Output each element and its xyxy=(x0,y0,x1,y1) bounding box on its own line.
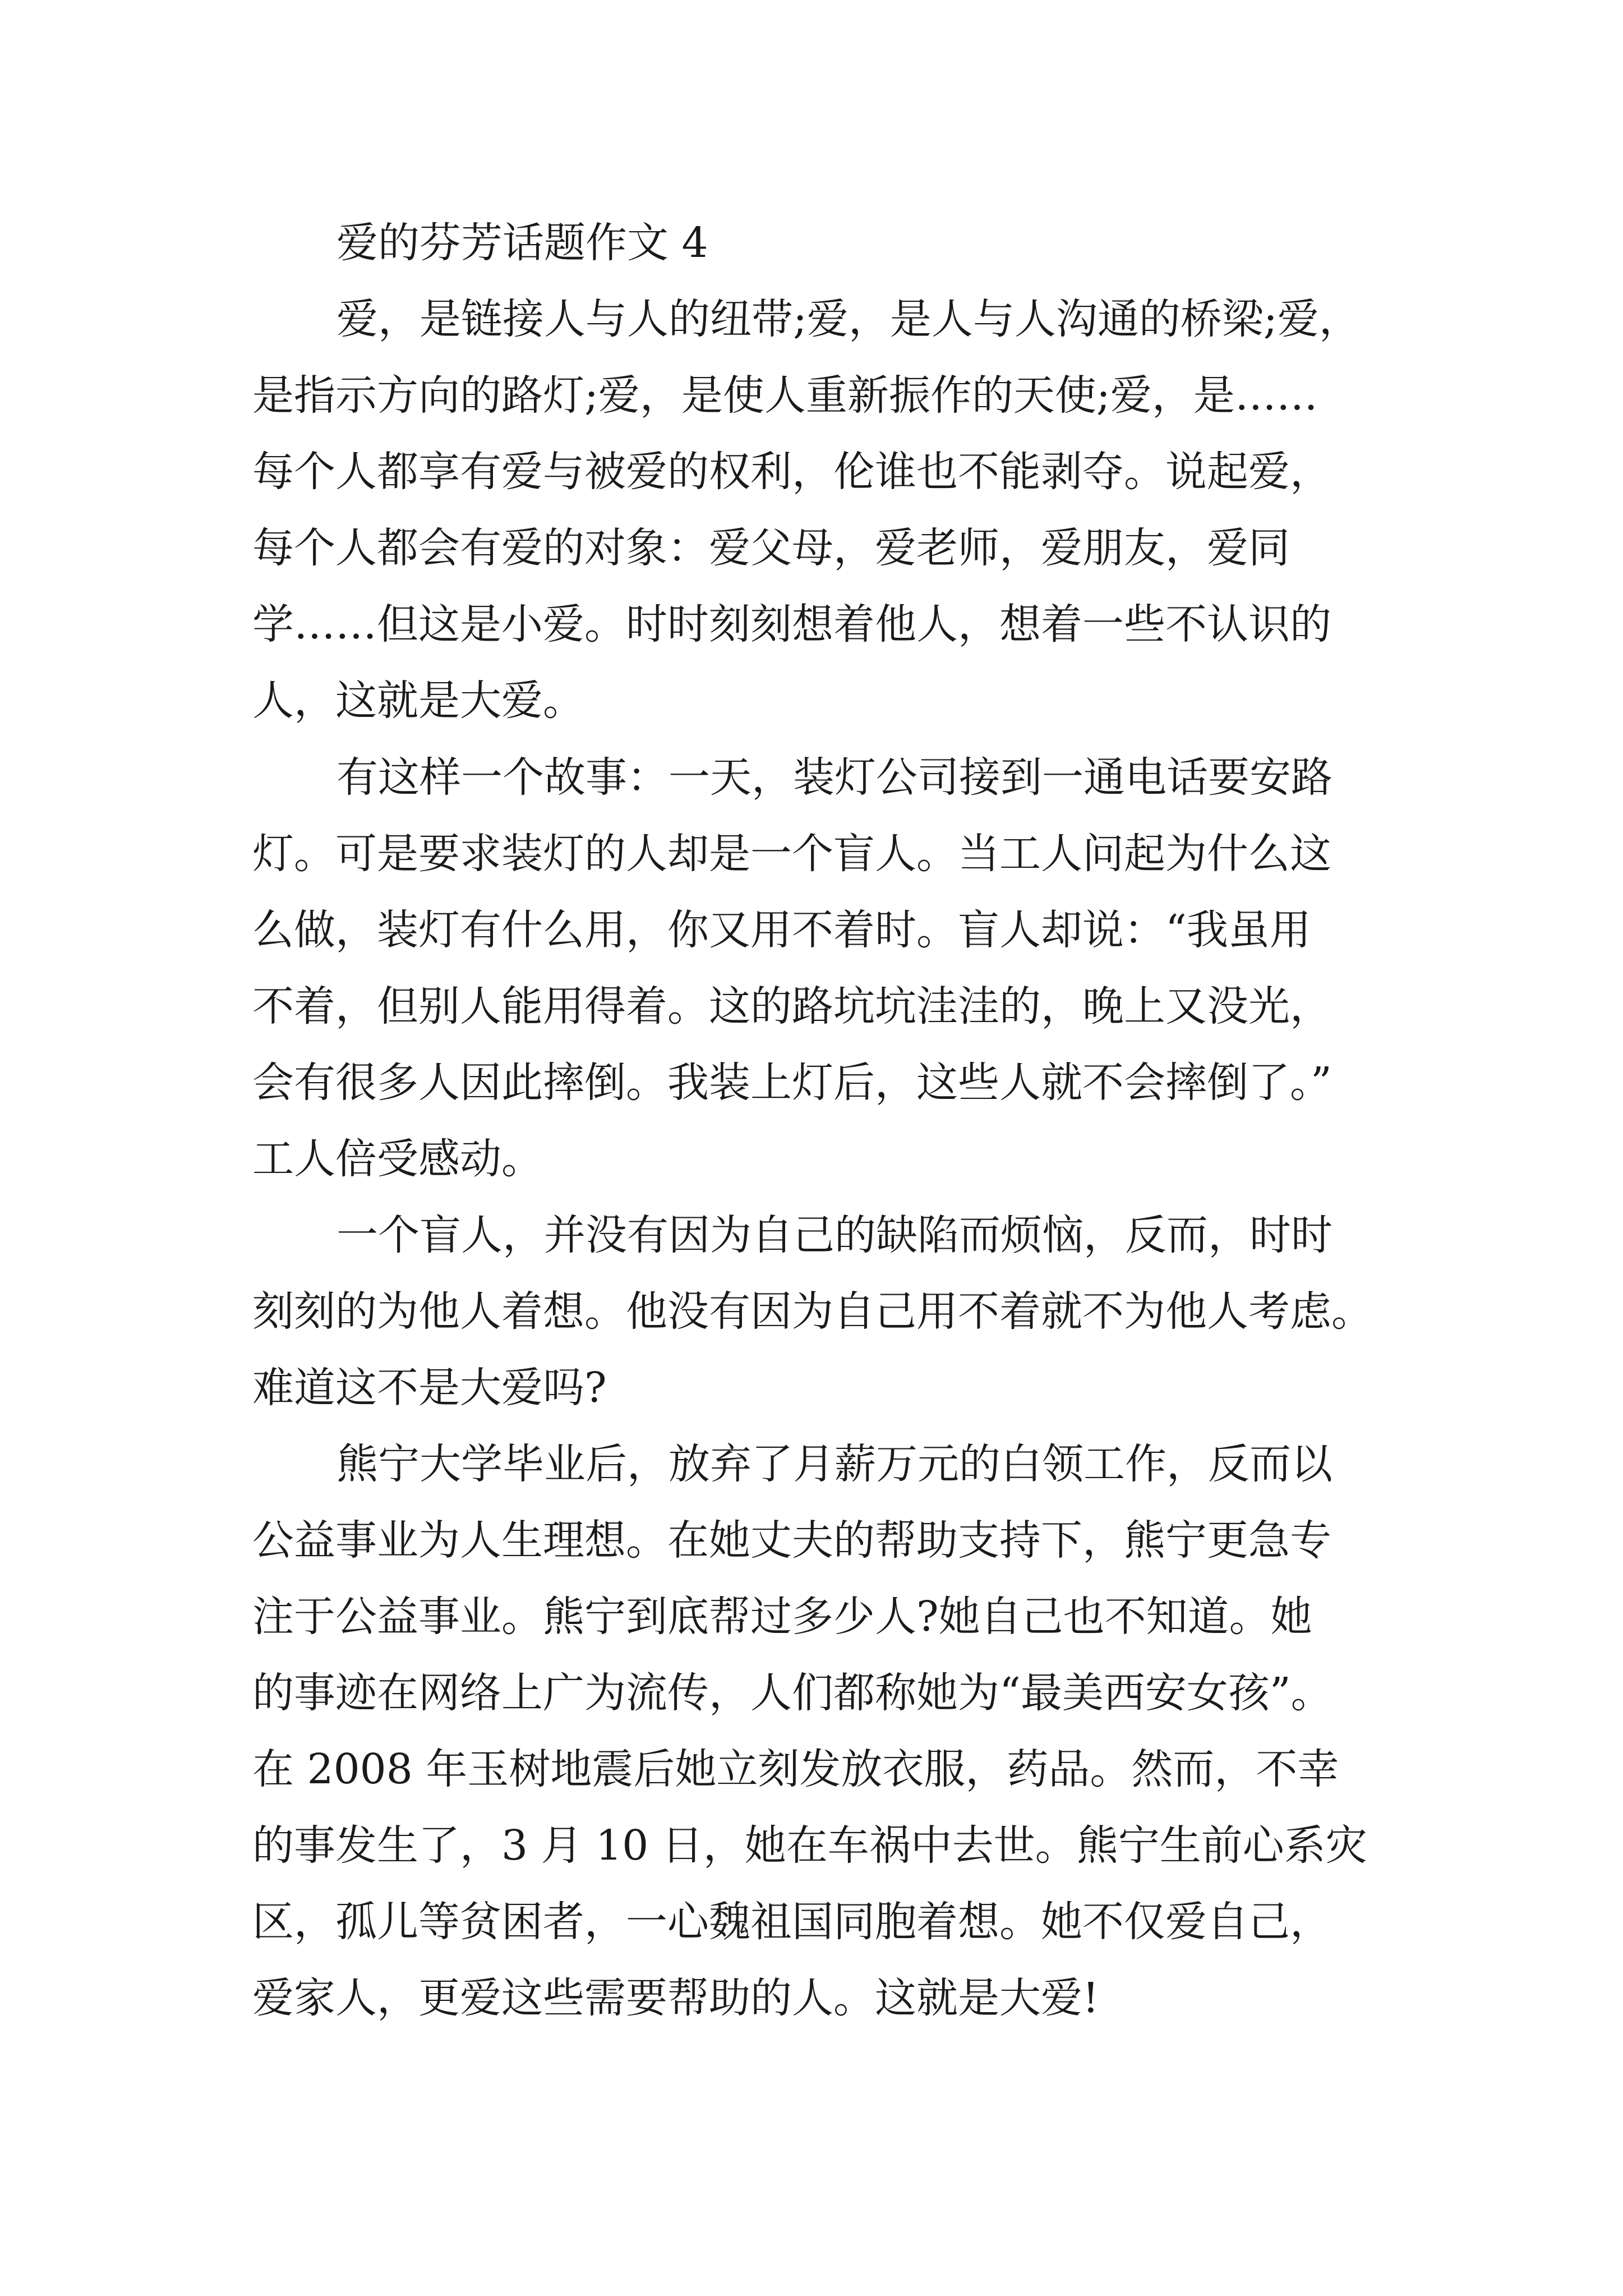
paragraph-line: 人，这就是大爱。 xyxy=(252,677,584,725)
paragraph-line: 爱，是链接人与人的纽带;爱，是人与人沟通的桥梁;爱， xyxy=(336,295,1361,343)
paragraph-line: 有这样一个故事：一天，装灯公司接到一通电话要安路 xyxy=(336,753,1332,802)
paragraph-line: 注于公益事业。熊宁到底帮过多少人?她自己也不知道。她 xyxy=(252,1593,1312,1641)
paragraph-line: 刻刻的为他人着想。他没有因为自己用不着就不为他人考虑。 xyxy=(252,1287,1373,1336)
paragraph-line: 不着，但别人能用得着。这的路坑坑洼洼的，晚上又没光， xyxy=(252,982,1331,1030)
paragraph-line: 爱家人，更爱这些需要帮助的人。这就是大爱! xyxy=(252,1974,1099,2022)
paragraph-line: 每个人都享有爱与被爱的权利，伦谁也不能剥夺。说起爱， xyxy=(252,448,1331,496)
paragraph-line: 在 2008 年玉树地震后她立刻发放衣服，药品。然而，不幸 xyxy=(252,1745,1339,1793)
paragraph-line: 么做，装灯有什么用，你又用不着时。盲人却说：“我虽用 xyxy=(252,906,1311,954)
paragraph-line: 工人倍受感动。 xyxy=(252,1135,543,1183)
paragraph-line: 公益事业为人生理想。在她丈夫的帮助支持下，熊宁更急专 xyxy=(252,1516,1331,1565)
paragraph-line: 会有很多人因此摔倒。我装上灯后，这些人就不会摔倒了。” xyxy=(252,1059,1332,1107)
paragraph-line: 是指示方向的路灯;爱，是使人重新振作的天使;爱，是…… xyxy=(252,371,1318,420)
paragraph-line: 的事发生了，3 月 10 日，她在车祸中去世。熊宁生前心系灾 xyxy=(252,1821,1367,1870)
paragraph-line: 学……但这是小爱。时时刻刻想着他人，想着一些不认识的 xyxy=(252,600,1331,648)
paragraph-line: 一个盲人，并没有因为自己的缺陷而烦恼，反而，时时 xyxy=(336,1211,1332,1259)
paragraph-line: 的事迹在网络上广为流传，人们都称她为“最美西安女孩”。 xyxy=(252,1669,1332,1717)
document-title: 爱的芬芳话题作文 4 xyxy=(336,219,708,267)
paragraph-line: 熊宁大学毕业后，放弃了月薪万元的白领工作，反而以 xyxy=(336,1440,1332,1488)
paragraph-line: 难道这不是大爱吗? xyxy=(252,1364,607,1412)
paragraph-line: 灯。可是要求装灯的人却是一个盲人。当工人问起为什么这 xyxy=(252,830,1331,878)
paragraph-line: 每个人都会有爱的对象：爱父母，爱老师，爱朋友，爱同 xyxy=(252,524,1290,572)
paragraph-line: 区，孤儿等贫困者，一心魏祖国同胞着想。她不仅爱自己， xyxy=(252,1898,1331,1946)
